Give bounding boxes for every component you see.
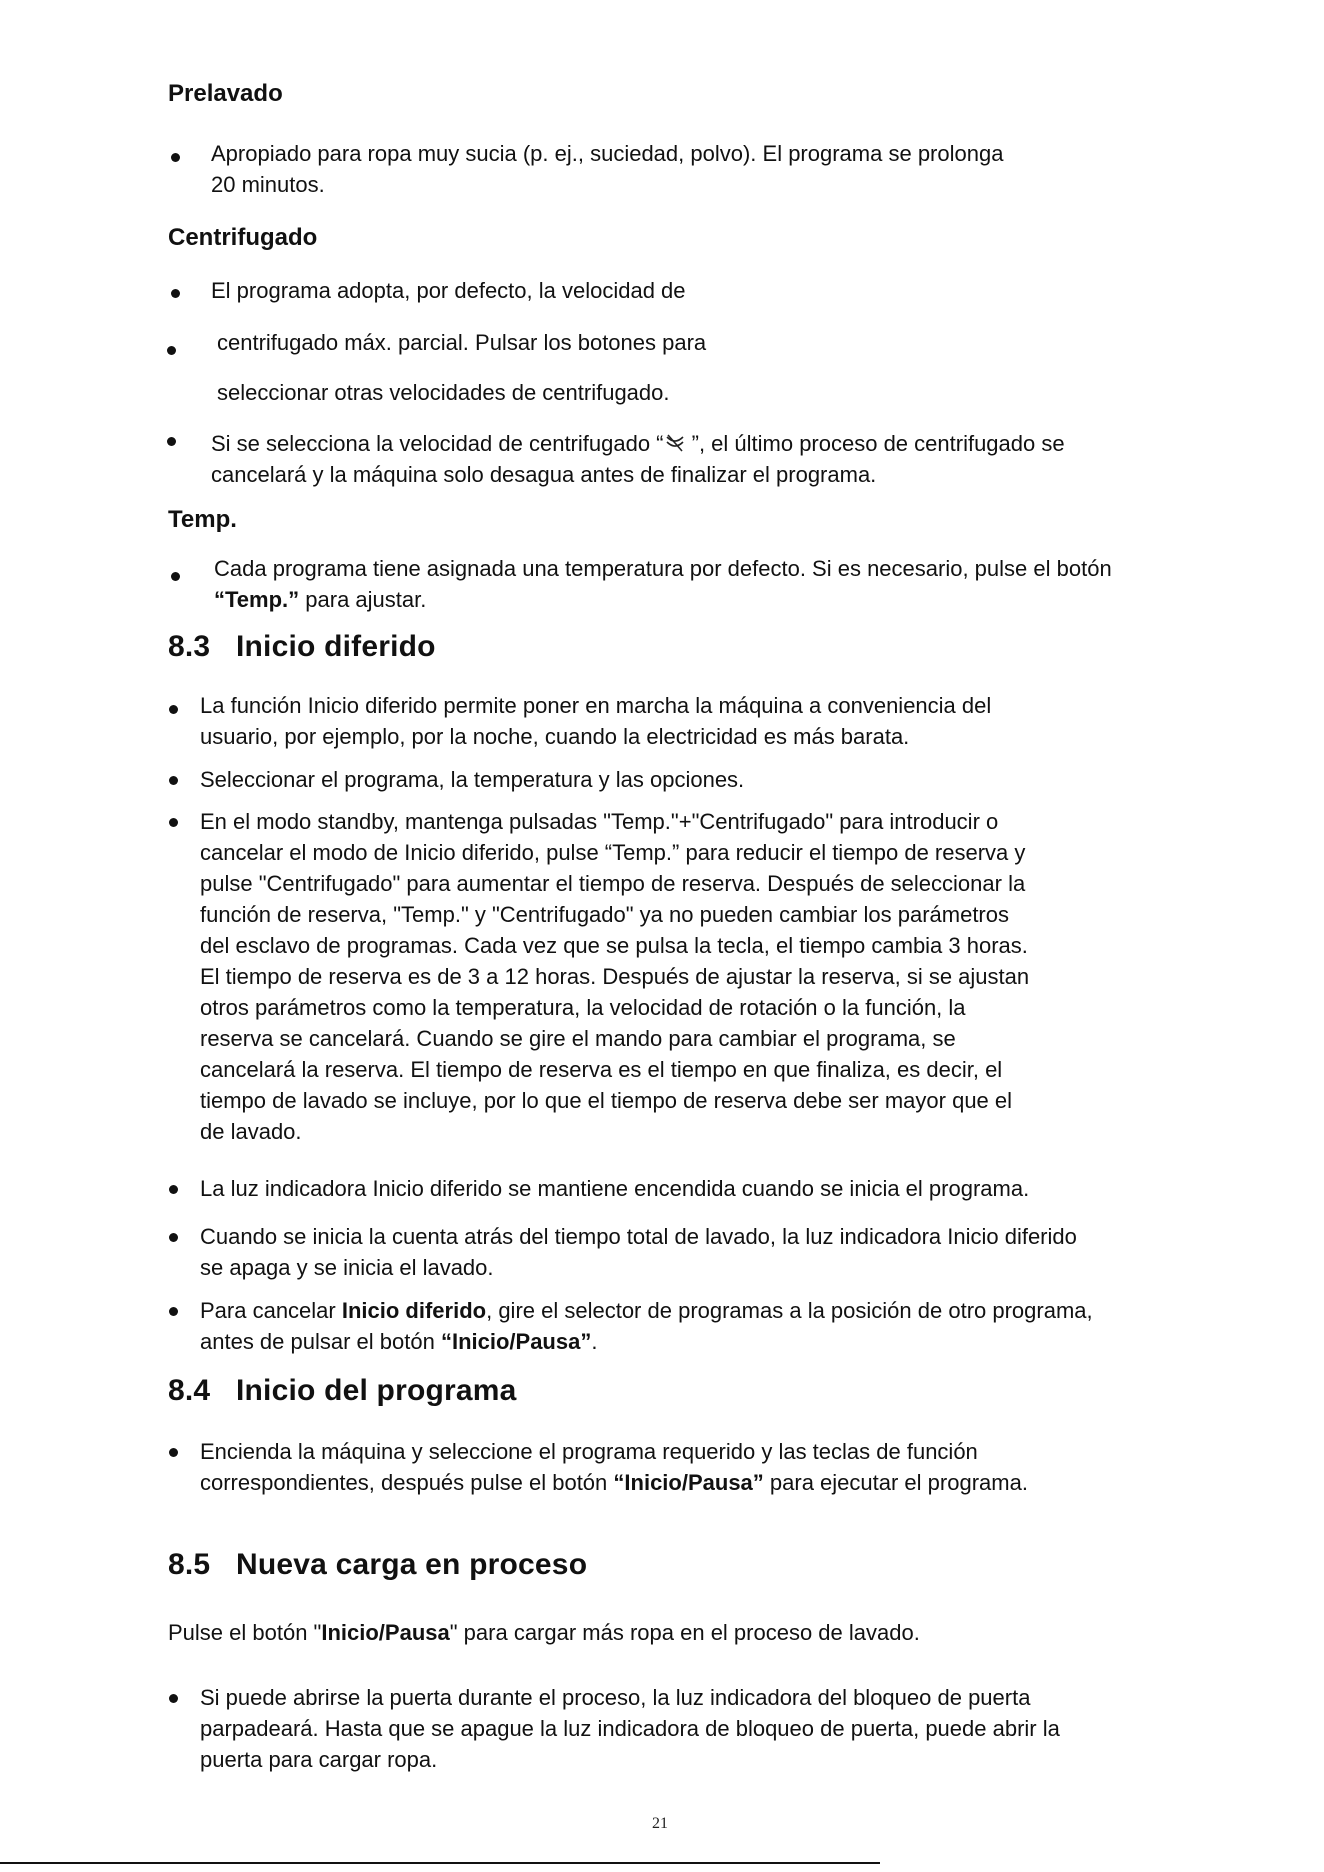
s83-bullet-6-pre: Para cancelar: [200, 1298, 342, 1323]
s83-bullet-6-post: , gire el selector de programas a la posición de otro programa,: [486, 1298, 1093, 1323]
centrifugado-item-3-line-1: [211, 428, 1065, 459]
bottom-rule: [0, 1862, 880, 1864]
temp-text: [214, 553, 1112, 615]
s85-bullet-1: [200, 1682, 1060, 1775]
bullet: [169, 705, 178, 714]
prelavado-line-2: 20 minutos.: [211, 172, 325, 197]
bullet: [167, 346, 176, 355]
s83-bullet-3-line: En el modo standby, mantenga pulsadas "Temp."+"Centrifugado" para introducir o: [200, 809, 999, 834]
s84-bullet-1: [200, 1436, 1028, 1498]
s83-bullet-3: [200, 806, 1029, 1147]
s84-bullet-1-l2-post: para ejecutar el programa.: [763, 1470, 1028, 1495]
centrifugado-item-3-post: ”, el último proceso de centrifugado se: [685, 431, 1065, 456]
centrifugado-item-1: El programa adopta, por defecto, la velocidad de: [211, 278, 686, 303]
centrifugado-item-3-pre: Si se selecciona la velocidad de centrifugado “: [211, 431, 664, 456]
heading-centrifugado: Centrifugado: [168, 224, 318, 251]
s83-bullet-6-l2-pre: antes de pulsar el botón: [200, 1329, 441, 1354]
bullet: [169, 818, 178, 827]
s83-bullet-3-line: función de reserva, "Temp." y "Centrifugado" ya no pueden cambiar los parámetros: [200, 902, 1009, 927]
bullet: [167, 437, 176, 446]
s83-bullet-1-line-2: usuario, por ejemplo, por la noche, cuando la electricidad es más barata.: [200, 724, 910, 749]
s83-bullet-2: Seleccionar el programa, la temperatura y las opciones.: [200, 767, 745, 792]
section-heading-8-5: [168, 1548, 587, 1582]
section-number: 8.3: [168, 630, 211, 663]
s85-paragraph: [168, 1617, 920, 1648]
centrifugado-item-2-line-2: seleccionar otras velocidades de centrifugado.: [217, 380, 670, 405]
s83-bullet-6-line-1: [200, 1295, 1093, 1326]
s85-bullet-1-line-1: Si puede abrirse la puerta durante el proceso, la luz indicadora del bloqueo de puerta: [200, 1685, 1031, 1710]
s83-bullet-4: La luz indicadora Inicio diferido se mantiene encendida cuando se inicia el programa.: [200, 1176, 1030, 1201]
section-title: Inicio del programa: [236, 1374, 517, 1407]
bullet: [169, 776, 178, 785]
s85-bullet-1-line-2: parpadeará. Hasta que se apague la luz indicadora de bloqueo de puerta, puede abrir la: [200, 1716, 1060, 1741]
s83-bullet-5-line-2: se apaga y se inicia el lavado.: [200, 1255, 494, 1280]
no-spin-icon: [664, 430, 686, 450]
s84-bullet-1-l2-bold: “Inicio/Pausa”: [613, 1470, 764, 1495]
s83-bullet-3-line: de lavado.: [200, 1119, 302, 1144]
s83-bullet-5: [200, 1221, 1077, 1283]
s83-bullet-6: [200, 1295, 1093, 1357]
temp-line-1: Cada programa tiene asignada una temperatura por defecto. Si es necesario, pulse el botón: [214, 556, 1112, 581]
s83-bullet-6-l2-post: .: [591, 1329, 598, 1354]
bullet: [169, 1448, 178, 1457]
s83-bullet-6-l2-bold: “Inicio/Pausa”: [440, 1329, 592, 1354]
temp-button-name: “Temp.”: [214, 587, 300, 612]
s85-paragraph-pre: Pulse el botón ": [168, 1620, 322, 1645]
s83-bullet-3-line: tiempo de lavado se incluye, por lo que el tiempo de reserva debe ser mayor que el: [200, 1088, 1013, 1113]
page-number: 21: [652, 1815, 668, 1832]
centrifugado-item-2: [217, 327, 706, 408]
s83-bullet-3-line: del esclavo de programas. Cada vez que se pulsa la tecla, el tiempo cambia 3 horas.: [200, 933, 1028, 958]
s83-bullet-3-line: otros parámetros como la temperatura, la velocidad de rotación o la función, la: [200, 995, 966, 1020]
s83-bullet-3-line: pulse "Centrifugado" para aumentar el tiempo de reserva. Después de seleccionar la: [200, 871, 1026, 896]
s83-bullet-1: [200, 690, 991, 752]
s85-paragraph-post: " para cargar más ropa en el proceso de lavado.: [449, 1620, 920, 1645]
section-heading-8-3: [168, 630, 436, 664]
bullet: [171, 572, 180, 581]
temp-line-2: [214, 584, 1112, 615]
bullet: [171, 153, 180, 162]
s83-bullet-3-line: reserva se cancelará. Cuando se gire el mando para cambiar el programa, se: [200, 1026, 956, 1051]
prelavado-line-1: Apropiado para ropa muy sucia (p. ej., suciedad, polvo). El programa se prolonga: [211, 141, 1004, 166]
centrifugado-item-3-line-2: cancelará y la máquina solo desagua antes de finalizar el programa.: [211, 462, 877, 487]
s83-bullet-6-bold: Inicio diferido: [341, 1298, 487, 1323]
s84-bullet-1-line-2: [200, 1467, 1028, 1498]
temp-line-2-rest: para ajustar.: [299, 587, 427, 612]
section-number: 8.4: [168, 1374, 211, 1407]
centrifugado-item-2-line-1: centrifugado máx. parcial. Pulsar los botones para: [217, 330, 707, 355]
s85-paragraph-bold: Inicio/Pausa: [321, 1620, 450, 1645]
s83-bullet-6-line-2: [200, 1326, 1093, 1357]
s84-bullet-1-l2-pre: correspondientes, después pulse el botón: [200, 1470, 614, 1495]
s83-bullet-5-line-1: Cuando se inicia la cuenta atrás del tiempo total de lavado, la luz indicadora Inicio diferido: [200, 1224, 1077, 1249]
bullet: [169, 1694, 178, 1703]
s85-bullet-1-line-3: puerta para cargar ropa.: [200, 1747, 438, 1772]
prelavado-text: [211, 138, 1003, 200]
s84-bullet-1-line-1: Encienda la máquina y seleccione el programa requerido y las teclas de función: [200, 1439, 978, 1464]
section-title: Inicio diferido: [236, 630, 436, 663]
heading-temp: Temp.: [168, 506, 237, 533]
bullet: [171, 289, 180, 298]
bullet: [169, 1185, 178, 1194]
bullet: [169, 1233, 178, 1242]
s83-bullet-3-line: cancelar el modo de Inicio diferido, pulse “Temp.” para reducir el tiempo de reserva y: [200, 840, 1026, 865]
s83-bullet-1-line-1: La función Inicio diferido permite poner en marcha la máquina a conveniencia del: [200, 693, 992, 718]
section-title: Nueva carga en proceso: [236, 1548, 588, 1581]
centrifugado-item-3: [211, 428, 1065, 490]
section-heading-8-4: [168, 1374, 517, 1408]
s83-bullet-3-line: cancelará la reserva. El tiempo de reserva es el tiempo en que finaliza, es decir, el: [200, 1057, 1003, 1082]
heading-prelavado: Prelavado: [168, 80, 283, 107]
bullet: [169, 1307, 178, 1316]
s83-bullet-3-line: El tiempo de reserva es de 3 a 12 horas. Después de ajustar la reserva, si se ajustan: [200, 964, 1030, 989]
section-number: 8.5: [168, 1548, 211, 1581]
